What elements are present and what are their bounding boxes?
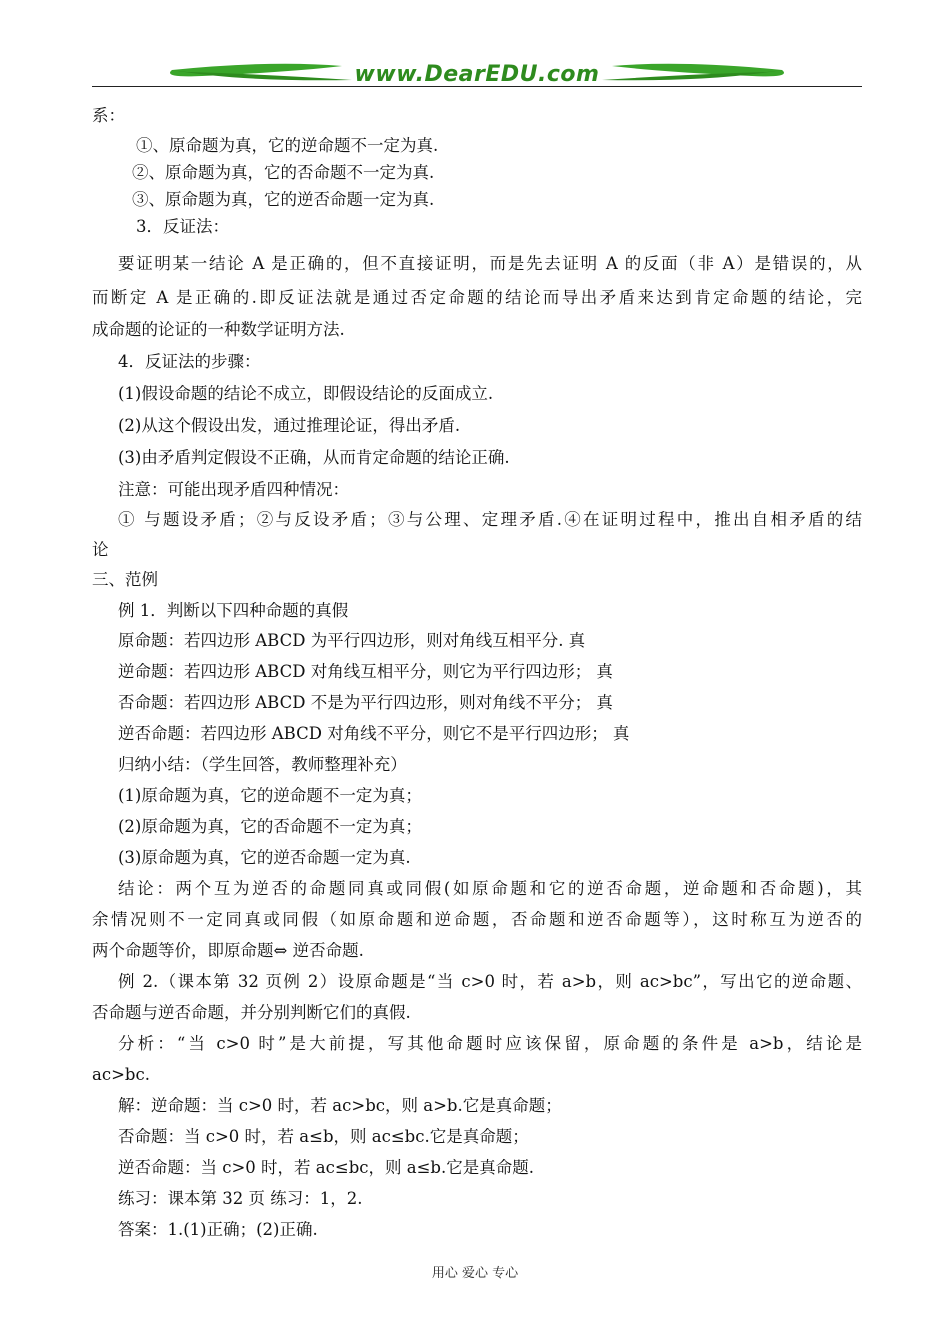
text-line: 系： bbox=[92, 106, 125, 125]
text-line: 要证明某一结论 A 是正确的，但不直接证明，而是先去证明 A 的反面（非 A）是错误的，从 bbox=[118, 254, 862, 273]
text-line: 例 2.（课本第 32 页例 2）设原命题是“当 c>0 时，若 a>b，则 ac>bc”，写出它的逆命题、 bbox=[118, 972, 862, 991]
text-line: (2)从这个假设出发，通过推理论证，得出矛盾. bbox=[118, 416, 461, 435]
text-line: 逆命题：若四边形 ABCD 对角线互相平分，则它为平行四边形； 真 bbox=[118, 662, 613, 681]
text-line: 否命题与逆否命题，并分别判断它们的真假. bbox=[92, 1003, 411, 1022]
text-line: 成命题的论证的一种数学证明方法. bbox=[92, 320, 345, 339]
text-line: 答案：1.(1)正确；(2)正确. bbox=[118, 1220, 318, 1239]
text-line: 否命题：若四边形 ABCD 不是为平行四边形，则对角线不平分； 真 bbox=[118, 693, 613, 712]
page-footer: 用心 爱心 专心 bbox=[431, 1266, 519, 1281]
text-line: (1)原命题为真，它的逆命题不一定为真； bbox=[118, 786, 422, 805]
text-line: (1)假设命题的结论不成立，即假设结论的反面成立. bbox=[118, 384, 494, 403]
text-line: 注意：可能出现矛盾四种情况： bbox=[118, 480, 349, 499]
text-line: ①、原命题为真，它的逆命题不一定为真. bbox=[136, 136, 439, 155]
text-line: (2)原命题为真，它的否命题不一定为真； bbox=[118, 817, 422, 836]
text-line: 分析：“当 c>0 时”是大前提，写其他命题时应该保留，原命题的条件是 a>b，结论是 bbox=[118, 1034, 862, 1053]
header-divider bbox=[92, 86, 862, 87]
text-line: 4．反证法的步骤： bbox=[118, 352, 261, 371]
text-line: 原命题：若四边形 ABCD 为平行四边形，则对角线互相平分. 真 bbox=[118, 631, 586, 650]
section-heading: 三、范例 bbox=[92, 570, 158, 589]
text-line: 例 1．判断以下四种命题的真假 bbox=[118, 601, 349, 620]
text-line: 结论：两个互为逆否的命题同真或同假(如原命题和它的逆否命题，逆命题和否命题)，其 bbox=[118, 879, 862, 898]
text-line: ②、原命题为真，它的否命题不一定为真. bbox=[132, 163, 435, 182]
text-line: (3)由矛盾判定假设不正确，从而肯定命题的结论正确. bbox=[118, 448, 510, 467]
text-line: 逆否命题：当 c>0 时，若 ac≤bc，则 a≤b.它是真命题. bbox=[118, 1158, 534, 1177]
text-line: 练习：课本第 32 页 练习：1，2. bbox=[118, 1189, 363, 1208]
text-line: ① 与题设矛盾；②与反设矛盾；③与公理、定理矛盾.④在证明过程中，推出自相矛盾的结 bbox=[118, 510, 862, 529]
text-line: ③、原命题为真，它的逆否命题一定为真. bbox=[132, 190, 435, 209]
text-line: 而断定 A 是正确的.即反证法就是通过否定命题的结论而导出矛盾来达到肯定命题的结论，完 bbox=[92, 288, 862, 307]
logo-text: www.DearEDU.com bbox=[354, 62, 600, 87]
text-line: 论 bbox=[92, 540, 109, 559]
text-line: 归纳小结：（学生回答，教师整理补充） bbox=[118, 755, 407, 774]
text-line: (3)原命题为真，它的逆否命题一定为真. bbox=[118, 848, 411, 867]
text-line: 3．反证法： bbox=[136, 217, 229, 236]
text-line: 两个命题等价，即原命题⇔ 逆否命题. bbox=[92, 941, 364, 960]
text-line: 解：逆命题：当 c>0 时，若 ac>bc，则 a>b.它是真命题； bbox=[118, 1096, 562, 1115]
text-line: 否命题：当 c>0 时，若 a≤b，则 ac≤bc.它是真命题； bbox=[118, 1127, 529, 1146]
text-line: 余情况则不一定同真或同假（如原命题和逆命题，否命题和逆否命题等），这时称互为逆否的 bbox=[92, 910, 862, 929]
text-line: 逆否命题：若四边形 ABCD 对角线不平分，则它不是平行四边形； 真 bbox=[118, 724, 630, 743]
text-line: ac>bc. bbox=[92, 1065, 150, 1084]
